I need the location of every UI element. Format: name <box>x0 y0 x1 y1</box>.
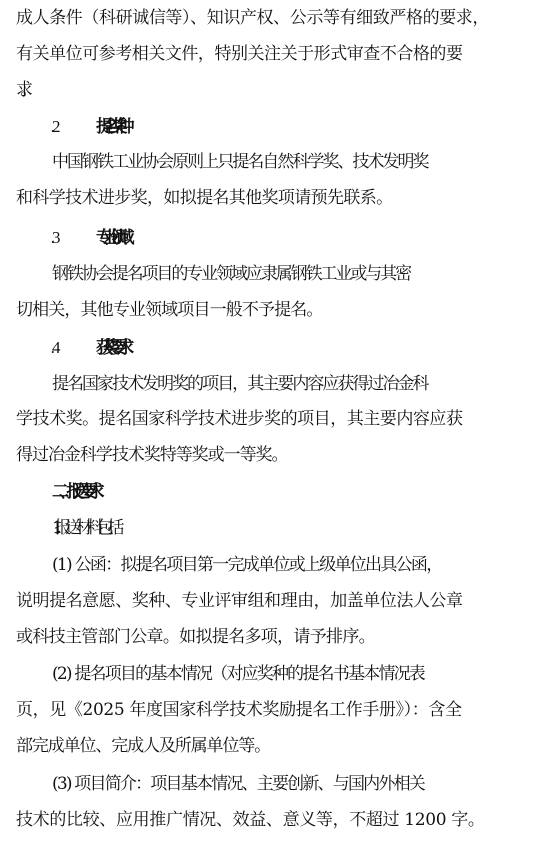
paragraph-text: (3) 项目简介：项目基本情况、主要创新、与国内外相关 <box>52 774 424 794</box>
heading-wrapper <box>52 219 550 256</box>
paragraph-text: 成人条件（科研诚信等）、知识产权、公示等有细致严格的要求， <box>16 8 489 28</box>
paragraph-line <box>0 510 550 547</box>
paragraph-text: 部完成单位、完成人及所属单位等。 <box>16 736 270 756</box>
chapter-heading-line <box>0 474 550 511</box>
paragraph-text: 和科学技术进步奖，如拟提名其他奖项请预先联系。 <box>16 188 393 208</box>
paragraph-line <box>0 144 550 181</box>
heading-text: 专业领域 <box>96 228 125 248</box>
paragraph-text: 钢铁协会提名项目的专业领域应隶属钢铁工业或与其密 <box>52 264 410 284</box>
paragraph-line <box>0 72 550 109</box>
section-heading-line <box>0 329 550 366</box>
paragraph-line <box>0 401 550 438</box>
paragraph-line <box>0 728 550 765</box>
section-heading-line <box>0 108 550 145</box>
paragraph-text: 求。 <box>16 80 25 100</box>
paragraph-line <box>0 547 550 584</box>
paragraph-text: 有关单位可参考相关文件，特别关注关于形式审查不合格的要 <box>16 44 463 64</box>
paragraph-line <box>0 366 550 403</box>
paragraph-line <box>0 292 550 329</box>
paragraph-line <box>0 766 550 803</box>
paragraph-line <box>0 36 550 73</box>
paragraph-text: 或科技主管部门公章。如拟提名多项，请予排序。 <box>16 627 375 647</box>
paragraph-text: 技术的比较、应用推广情况、效益、意义等，不超过 1200 字。 <box>16 810 485 830</box>
paragraph-line <box>0 180 550 217</box>
heading-number <box>52 329 96 366</box>
paragraph-text: 中国钢铁工业协会原则上只提名自然科学奖、技术发明奖 <box>52 152 428 172</box>
paragraph-text: 说明提名意愿、奖种、专业评审组和理由，加盖单位法人公章 <box>16 591 463 611</box>
paragraph-text: (1) 公函：拟提名项目第一完成单位或上级单位出具公函， <box>52 555 442 575</box>
paragraph-line <box>0 619 550 656</box>
heading-text: 提名奖种 <box>96 117 125 137</box>
paragraph-line <box>0 583 550 620</box>
paragraph-line <box>0 0 550 37</box>
heading-wrapper <box>52 329 550 366</box>
paragraph-line <box>0 656 550 693</box>
chapter-heading-text: 二、报送要求 <box>52 482 95 502</box>
paragraph-text: 得过冶金科学技术奖特等奖或一等奖。 <box>16 445 288 465</box>
paragraph-line <box>0 802 550 839</box>
paragraph-line <box>0 256 550 293</box>
paragraph-text: (2) 提名项目的基本情况（对应奖种的提名书基本情况表 <box>52 664 424 684</box>
paragraph-text: 提名国家技术发明奖的项目，其主要内容应获得过冶金科 <box>52 374 428 394</box>
paragraph-text: 1. 报送材料包括 <box>52 518 119 538</box>
heading-number <box>52 108 96 145</box>
section-heading-line <box>0 219 550 256</box>
paragraph-text: 学技术奖。提名国家科学技术进步奖的项目，其主要内容应获 <box>16 409 463 429</box>
heading-text: 获奖要求 <box>96 338 125 358</box>
paragraph-text: 切相关，其他专业领域项目一般不予提名。 <box>16 300 323 320</box>
paragraph-line <box>0 692 550 729</box>
paragraph-line <box>0 437 550 474</box>
paragraph-text: 页，见《2025 年度国家科学技术奖励提名工作手册》）：含全 <box>16 700 462 720</box>
heading-number <box>52 219 96 256</box>
heading-wrapper <box>52 108 550 145</box>
